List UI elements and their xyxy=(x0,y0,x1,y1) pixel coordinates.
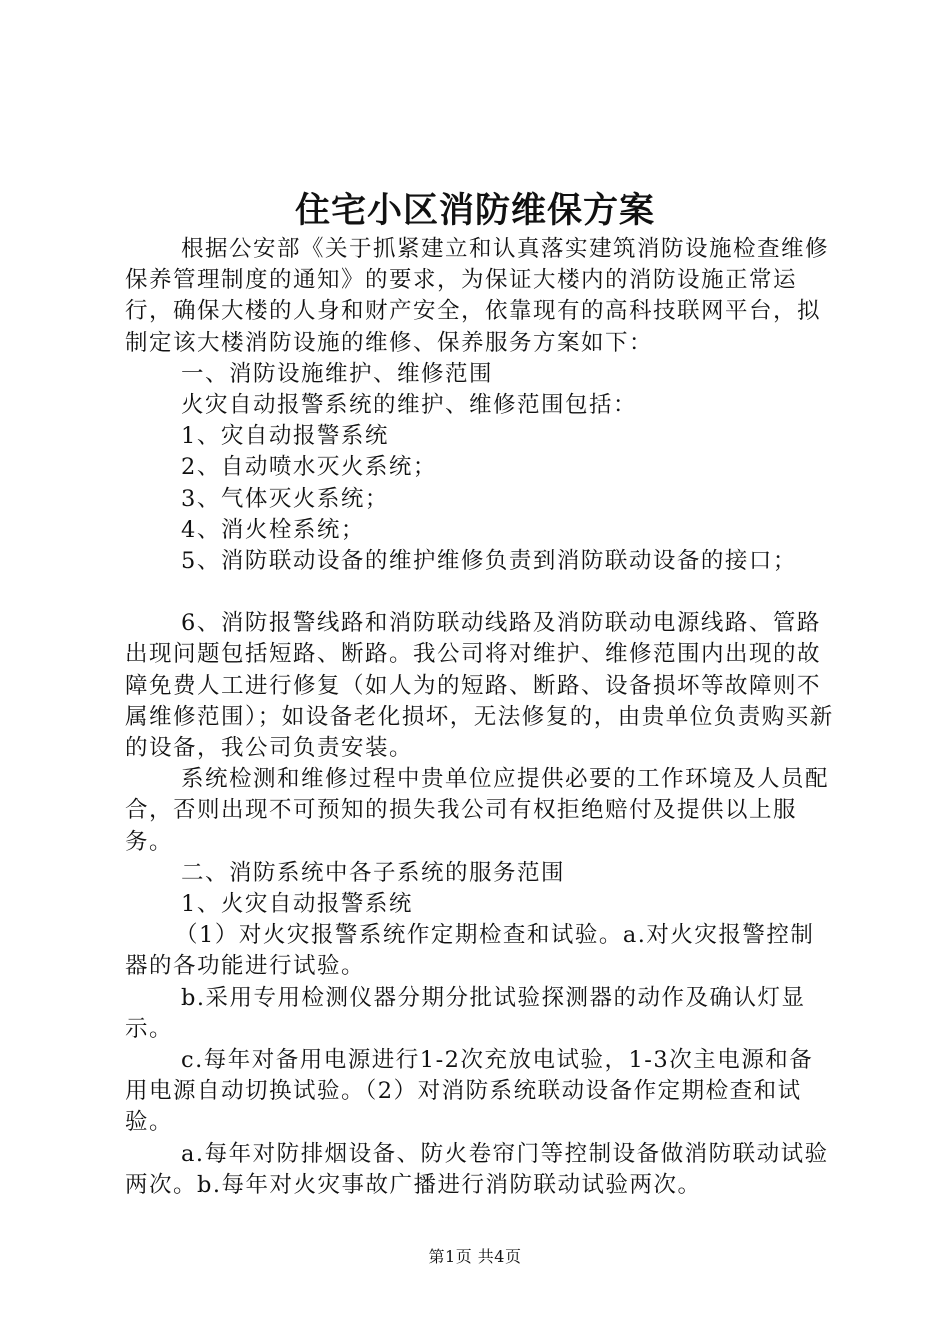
paragraph-scope: 火灾自动报警系统的维护、维修范围包括： xyxy=(181,392,638,419)
page-footer: 第1页 共4页 xyxy=(428,1247,522,1266)
intro-paragraph: 根据公安部《关于抓紧建立和认真落实建筑消防设施检查维修保养管理制度的通知》的要求，为保证大楼内的消防设施正常运行，确保大楼的人身和财产安全，依靠现有的高科技联网平台，拟制定该大楼消防设施的维修、保养服务方案如下： xyxy=(125,236,830,356)
paragraph-item-b: b.采用专用检测仪器分期分批试验探测器的动作及确认灯显示。 xyxy=(125,984,806,1042)
paragraph-cooperation: 系统检测和维修过程中贵单位应提供必要的工作环境及人员配合，否则出现不可预知的损失我公司有权拒绝赔付及提供以上服务。 xyxy=(125,766,830,855)
document-title: 住宅小区消防维保方案 xyxy=(294,191,655,231)
list-item: 2、自动喷水灭火系统； xyxy=(181,454,437,481)
section-heading-2: 二、消防系统中各子系统的服务范围 xyxy=(181,859,566,886)
subsection-heading: 1、火灾自动报警系统 xyxy=(181,891,413,918)
document-body xyxy=(125,234,835,1201)
list-item: 6、消防报警线路和消防联动线路及消防联动电源线路、管路出现问题包括短路、断路。我公司将对维护、维修范围内出现的故障免费人工进行修复（如人为的短路、断路、设备损坏等故障则不属维修范围）；如设备老化损坏，无法修复的，由贵单位负责购买新的设备，我公司负责安装。 xyxy=(125,610,834,762)
paragraph-item-a: a.每年对防排烟设备、防火卷帘门等控制设备做消防联动试验两次。b.每年对火灾事故广播进行消防联动试验两次。 xyxy=(125,1140,829,1198)
list-item: 3、气体灭火系统； xyxy=(181,485,389,512)
section-heading-1: 一、消防设施维护、维修范围 xyxy=(181,360,494,387)
list-item: 4、消火栓系统； xyxy=(181,516,365,543)
paragraph-gap xyxy=(125,577,835,608)
list-item: 5、消防联动设备的维护维修负责到消防联动设备的接口； xyxy=(181,548,797,575)
paragraph-item-c: c.每年对备用电源进行1-2次充放电试验，1-3次主电源和备用电源自动切换试验。（2）对消防系统联动设备作定期检查和试验。 xyxy=(125,1047,814,1136)
paragraph-item-1: （1）对火灾报警系统作定期检查和试验。a.对火灾报警控制器的各功能进行试验。 xyxy=(125,922,815,980)
list-item: 1、灾自动报警系统 xyxy=(181,423,389,450)
